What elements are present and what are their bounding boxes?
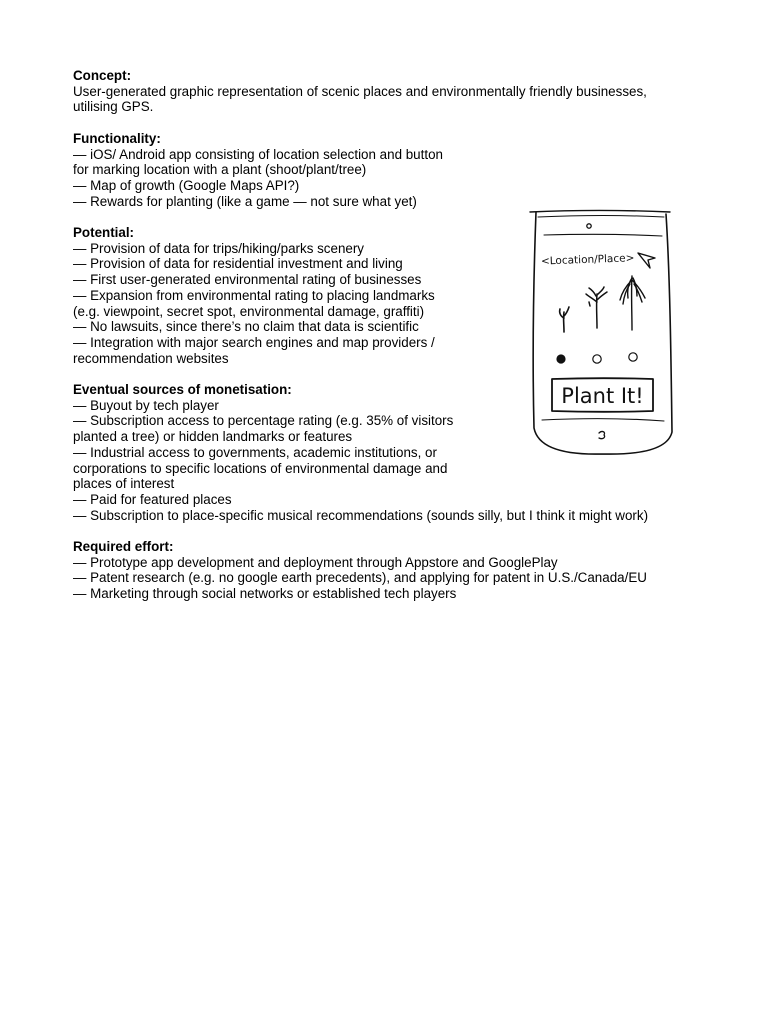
phone-sketch <box>524 206 680 462</box>
monetisation-line: — Buyout by tech player <box>73 397 219 413</box>
potential-line: — Provision of data for trips/hiking/parks scenery <box>73 240 364 256</box>
location-label: <Location/Place> <box>540 252 635 268</box>
screen-bottom-line <box>542 419 664 421</box>
monetisation-line: planted a tree) or hidden landmarks or features <box>73 429 353 445</box>
concept-heading: Concept: <box>73 68 132 83</box>
radio-dot-icon[interactable] <box>557 355 565 363</box>
functionality-line: — iOS/ Android app consisting of location selection and button <box>73 146 443 162</box>
home-button <box>599 432 605 439</box>
sprout-icon <box>560 307 569 332</box>
potential-line: — Expansion from environmental rating to placing landmarks <box>73 287 435 303</box>
potential-line: — Integration with major search engines and map providers / <box>73 334 435 350</box>
radio-dot-icon[interactable] <box>629 353 637 361</box>
plant-it-button[interactable] <box>552 378 653 412</box>
navigation-arrow-icon <box>638 253 655 268</box>
monetisation-line: corporations to specific locations of environmental damage and <box>73 460 448 476</box>
potential-line: — First user-generated environmental rating of businesses <box>73 272 422 288</box>
functionality-line: for marking location with a plant (shoot/plant/tree) <box>73 162 367 178</box>
phone-outline <box>533 212 672 454</box>
effort-heading: Required effort: <box>73 539 174 555</box>
plant-icon <box>586 287 607 328</box>
potential-heading: Potential: <box>73 225 135 240</box>
functionality-line: — Rewards for planting (like a game — not sure what yet) <box>73 193 417 209</box>
radio-dot-icon[interactable] <box>593 355 601 363</box>
phone-camera <box>587 224 591 228</box>
concept-line: User-generated graphic representation of scenic places and environmentally friendly businesses, <box>73 83 647 99</box>
monetisation-line: places of interest <box>73 476 175 492</box>
potential-line: — No lawsuits, since there’s no claim that data is scientific <box>73 319 419 335</box>
concept-section <box>73 68 713 115</box>
phone-top-edge-inner <box>538 216 664 218</box>
monetisation-line: — Paid for featured places <box>73 491 232 507</box>
monetisation-line: — Subscription to place-specific musical recommendations (sounds silly, but I think it might work) <box>73 507 649 523</box>
functionality-line: — Map of growth (Google Maps API?) <box>73 177 300 193</box>
monetisation-heading: Eventual sources of monetisation: <box>73 382 292 398</box>
effort-section <box>73 539 713 602</box>
functionality-section <box>73 131 713 210</box>
potential-line: — Provision of data for residential investment and living <box>73 256 403 272</box>
effort-line: — Marketing through social networks or established tech players <box>73 586 457 602</box>
functionality-heading: Functionality: <box>73 130 161 146</box>
concept-line: utilising GPS. <box>73 99 154 115</box>
plant-it-button-label: Plant It! <box>561 384 644 408</box>
screen-top-line <box>544 234 662 236</box>
effort-line: — Patent research (e.g. no google earth precedents), and applying for patent in U.S./Canada/EU <box>73 570 647 586</box>
potential-line: (e.g. viewpoint, secret spot, environmental damage, graffiti) <box>73 303 425 319</box>
monetisation-line: — Subscription access to percentage rating (e.g. 35% of visitors <box>73 413 454 429</box>
monetisation-line: — Industrial access to governments, academic institutions, or <box>73 444 437 460</box>
tree-icon <box>620 276 645 330</box>
effort-line: — Prototype app development and deployment through Appstore and GooglePlay <box>73 554 558 570</box>
potential-line: recommendation websites <box>73 350 229 366</box>
phone-top-edge <box>530 211 670 213</box>
